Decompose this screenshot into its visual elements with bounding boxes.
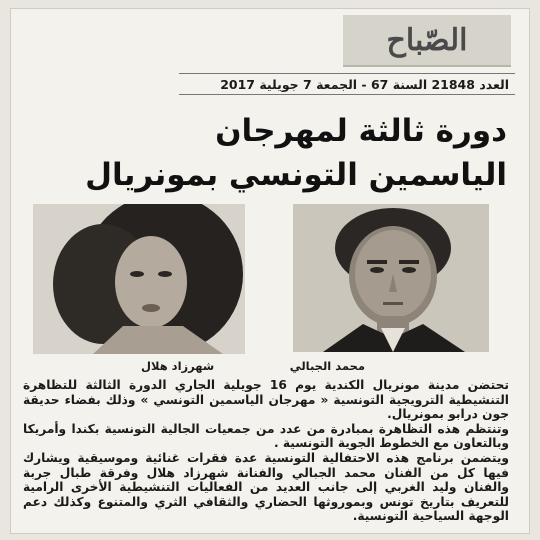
male-singer-photo [293, 204, 489, 352]
issue-date-line: العدد 21848 السنة 67 - الجمعة 7 جويلية 2017 [179, 73, 515, 95]
male-singer-portrait [293, 204, 489, 352]
article-paragraph: وتنتظم هذه التظاهرة بمبادرة من عدد من جمعيات الجالية التونسية بكندا وأمريكا وبالتعاون مع الخطوط الجوية التونسية . [23, 421, 509, 451]
female-singer-portrait [33, 204, 245, 354]
article-paragraph: تحتضن مدينة مونريال الكندية يوم 16 جويلية الجاري الدورة الثالثة للتظاهرة التنشيطية الترويجية التونسية « مهرجان الياسمين التونسي » وذلك بفضاء حديقة جون درابو بمونريال. [23, 378, 509, 422]
male-singer-caption: محمد الجبالي [289, 359, 365, 373]
female-singer-caption: شهرزاد هلال [141, 359, 215, 373]
article-headline [67, 109, 507, 197]
newspaper-masthead [343, 15, 511, 67]
article-paragraph: ويتضمن برنامج هذه الاحتفالية التونسية عدة فقرات غنائية وموسيقية ويشارك فيها كل من الفنان محمد الجبالي والفنانة شهرزاد هلال وفرقة طبال جربة والفنان وليد الغربي إلى جانب العديد من الفعاليات التنشيطية الأخرى الرامية للتعريف بتاريخ تونس وبموروثها الحضاري والثقافي الثري والمتنوع وكذلك دعم الوجهة السياحية التونسية. [23, 450, 509, 524]
female-singer-photo [33, 204, 245, 354]
headline-line-1: دورة ثالثة لمهرجان [215, 113, 507, 149]
headline-line-2: الياسمين التونسي بمونريال [85, 157, 507, 193]
article-body [23, 378, 509, 524]
masthead-logo: الصّباح [386, 22, 468, 58]
newspaper-page [10, 8, 530, 534]
